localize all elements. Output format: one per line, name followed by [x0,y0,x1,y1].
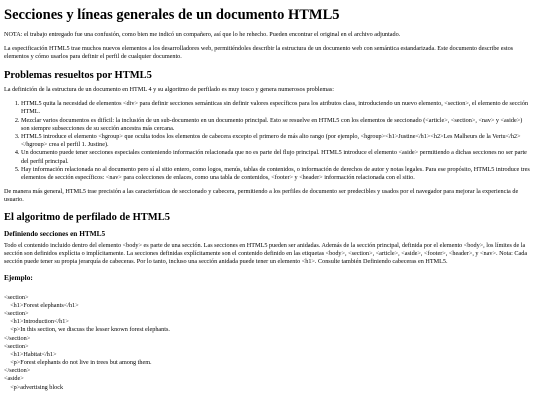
list-item: 5. Hay información relacionada no al documento pero sí al sitio entero, como logos, menús, tablas de contenidos, o información de derechos de autor y notas legales. Para ese propósito, HTML5 introduce tres elementos de sección específicos: <nav> para colecciones de enlaces, como una tabla de contenidos, <footer> y <header> información relacionada con el sitio. [21,166,530,182]
list-item: 1. HTML5 quita la necesidad de elementos <div> para definir secciones semánticas sin definir valores específicos para los atributos class, introduciendo un nuevo elemento, <section>, el elemento de sección HTML. [21,100,530,116]
code-line: <p>In this section, we discuss the lesser known forest elephants. [4,326,170,334]
algorithm-heading: El algoritmo de perfilado de HTML5 [4,212,170,224]
code-line: <section> [4,293,29,301]
code-line: <aside> [4,375,24,383]
list-item: 2. Mezclar varios documentos es difícil: la inclusión de un sub-documento en un documento principal. Esto se resuelve en HTML5 con los elementos de seccionado (<article>, <section>, <nav> y <aside>) son siempre subsecciones de su sección ancestra más cercana. [21,117,530,133]
intro-paragraph: La especificación HTML5 trae muchos nuevos elementos a los desarrolladores web, permitiéndoles describir la estructura de un documento web con semántica estandarizada. Este documento describe estos elementos y cómo usarlos para definir el perfil de cualquier documento. [4,45,514,61]
code-line: <p>Forest elephants do not live in trees but among them. [4,359,152,367]
code-line: <h1>Habitat</h1> [4,350,57,358]
code-line: <h1>Introduction</h1> [4,318,69,326]
spacer [4,286,530,294]
code-line: <h1>Forest elephants</h1> [4,301,79,309]
code-example [4,294,530,392]
problems-heading: Problemas resueltos por HTML5 [4,69,152,81]
code-line: </section> [4,334,31,342]
code-line: <p>advertising block [4,383,64,391]
problems-summary: De manera más general, HTML5 trae precisión a las características de seccionado y cabecera, permitiendo a los perfiles de documento ser predecibles y usados por el navegador para mejorar la experiencia de usuario. [4,188,519,204]
sections-paragraph: Todo el contenido incluido dentro del elemento <body> es parte de una sección. Las secciones en HTML5 pueden ser anidadas. Además de la sección principal, definida por el elemento <body>, los límites de la sección son definidos explícita o implícitamente. La secciones definidas explícitamente son el contenido definido en las etiquetas <body>, <section>, <article>, <aside>, <footer>, <header>, y <nav>. Nota: Cada sección puede tener su propia jerarquía de cabeceras. Por lo tanto, incluso una sección anidada puede tener un elemento <h1>. Consulte también Definiendo cabeceras en HTML5. [4,242,528,266]
problems-list [4,100,530,182]
example-label: Ejemplo: [4,272,33,282]
page-title: Secciones y líneas generales de un documento HTML5 [4,7,340,23]
list-item: 4. Un documento puede tener secciones especiales conteniendo información relacionada que no es parte del flujo principal. HTML5 introduce el elemento <aside> permitiendo a dichas secciones no ser parte del perfil principal. [21,149,530,165]
code-line: <section> [4,342,29,350]
code-line: </section> [4,367,31,375]
sections-subheading: Definiendo secciones en HTML5 [4,229,106,239]
code-line: <section> [4,309,29,317]
list-item: 3. HTML5 introduce el elemento <hgroup> que oculta todos los elementos de cabecera excepto el primero de más alto rango (por ejemplo, <hgroup><h1>Justine</h1><h2>Les Malheurs de la Vertu</h2></hgroup> crea el perfil 1. Justine). [21,133,530,149]
note-paragraph: NOTA: el trabajo entregado fue una confusión, como bien me indicó un compañero, así que lo he rehecho. Pueden encontrar el original en el archivo adjuntado. [4,30,401,38]
problems-lead: La definición de la estructura de un documento en HTML 4 y su algoritmo de perfilado es muy tosco y genera numerosos problemas: [4,86,335,94]
